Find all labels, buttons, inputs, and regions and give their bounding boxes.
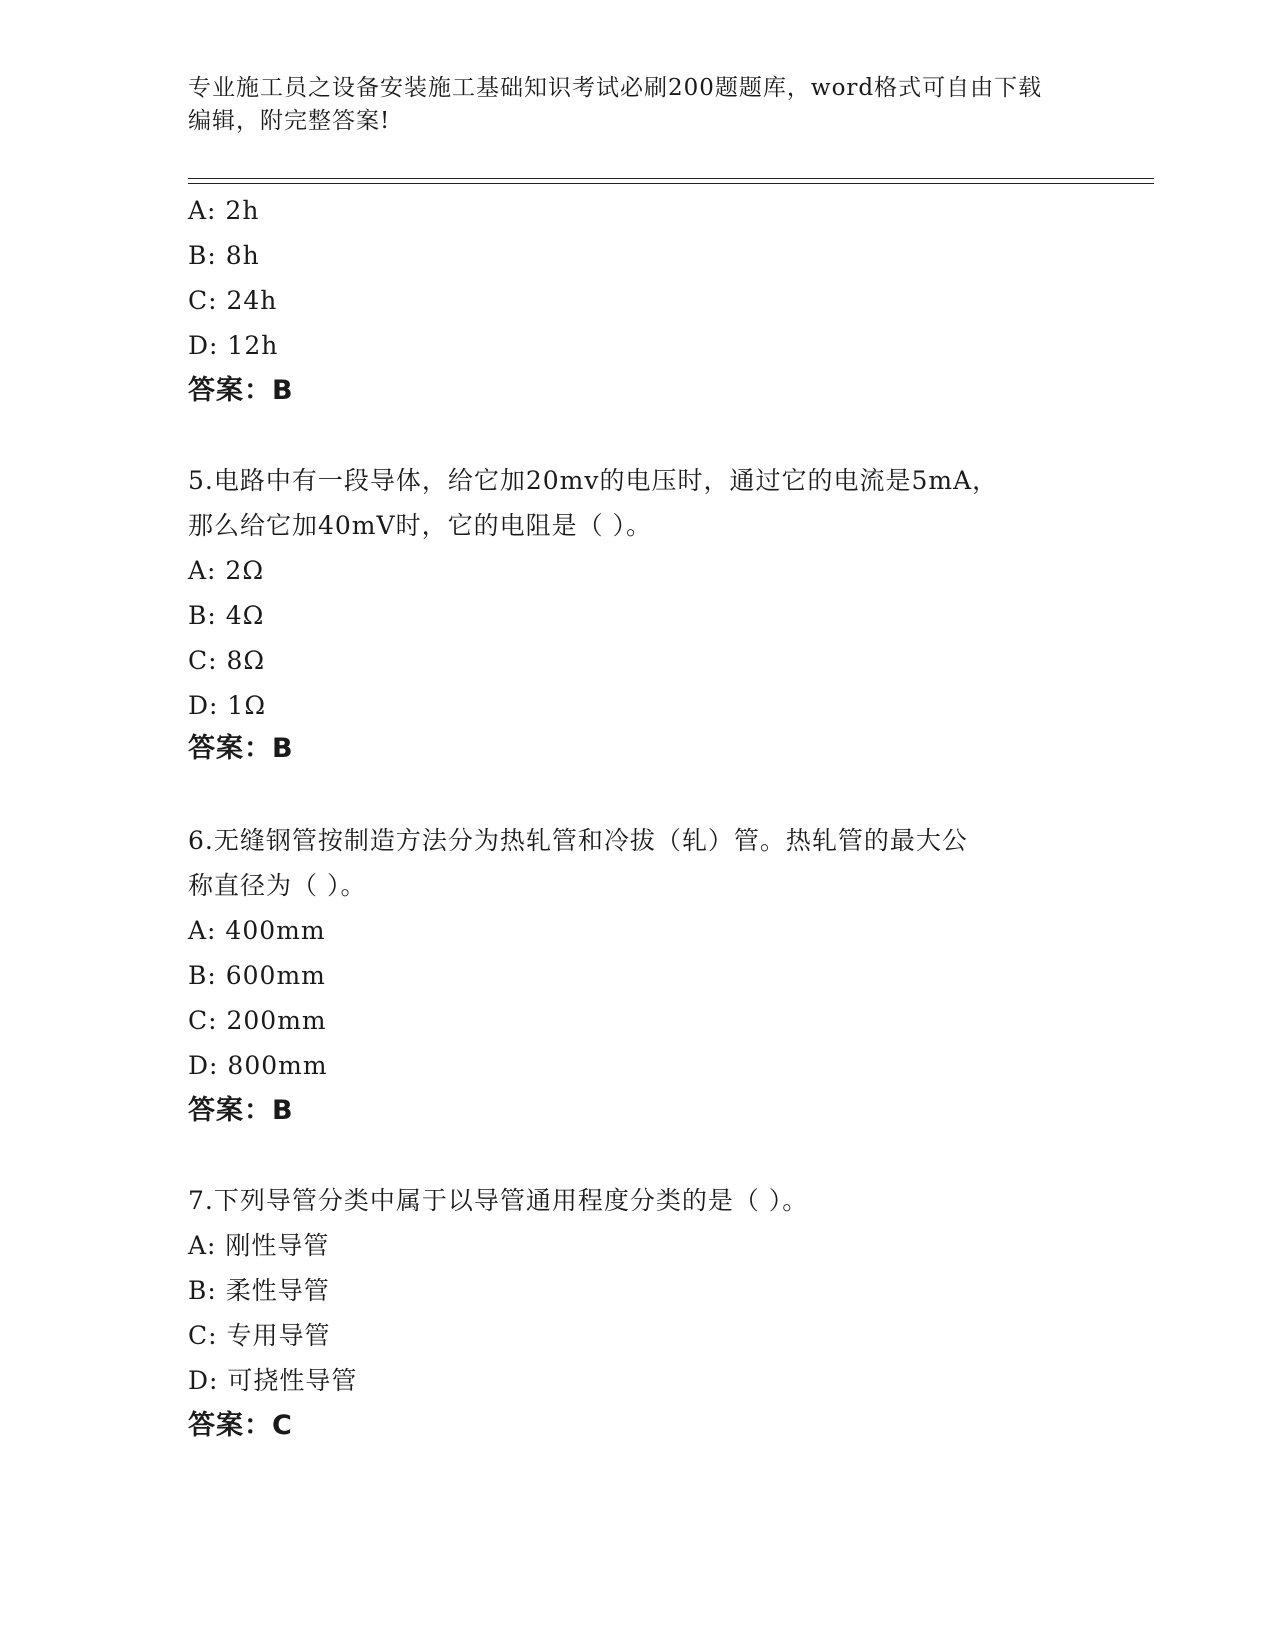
q6-stem-line-1: 6.无缝钢管按制造方法分为热轧管和冷拔（轧）管。热轧管的最大公	[188, 826, 968, 855]
q4-option-c: C: 24h	[188, 286, 278, 315]
q5-stem-line-1: 5.电路中有一段导体，给它加20mv的电压时，通过它的电流是5mA，	[188, 466, 999, 495]
header-divider-top	[188, 178, 1154, 179]
q6-answer: 答案：B	[188, 1095, 294, 1126]
q4-answer: 答案：B	[188, 375, 294, 406]
q5-option-c: C: 8Ω	[188, 646, 266, 675]
q6-option-a: A: 400mm	[188, 916, 326, 945]
q6-option-b: B: 600mm	[188, 961, 326, 990]
header-divider-bottom	[188, 183, 1154, 184]
q4-option-a: A: 2h	[188, 196, 260, 225]
q7-stem-line-1: 7.下列导管分类中属于以导管通用程度分类的是（ ）。	[188, 1186, 809, 1215]
q5-option-a: A: 2Ω	[188, 556, 265, 585]
q4-option-d: D: 12h	[188, 331, 279, 360]
q7-option-d: D: 可挠性导管	[188, 1366, 358, 1395]
q5-option-d: D: 1Ω	[188, 691, 267, 720]
q6-option-c: C: 200mm	[188, 1006, 327, 1035]
q5-stem-line-2: 那么给它加40mV时，它的电阻是（ ）。	[188, 511, 653, 540]
q5-option-b: B: 4Ω	[188, 601, 265, 630]
document-header	[188, 72, 1068, 138]
q7-option-c: C: 专用导管	[188, 1321, 331, 1350]
q5-answer: 答案：B	[188, 733, 294, 764]
q6-option-d: D: 800mm	[188, 1051, 328, 1080]
q7-option-a: A: 刚性导管	[188, 1231, 330, 1260]
q6-stem-line-2: 称直径为（ ）。	[188, 871, 367, 900]
q4-option-b: B: 8h	[188, 241, 260, 270]
q7-answer: 答案：C	[188, 1410, 293, 1441]
q7-option-b: B: 柔性导管	[188, 1276, 330, 1305]
header-line-2: 编辑，附完整答案!	[188, 108, 391, 134]
header-line-1: 专业施工员之设备安装施工基础知识考试必刷200题题库，word格式可自由下载	[188, 75, 1043, 101]
